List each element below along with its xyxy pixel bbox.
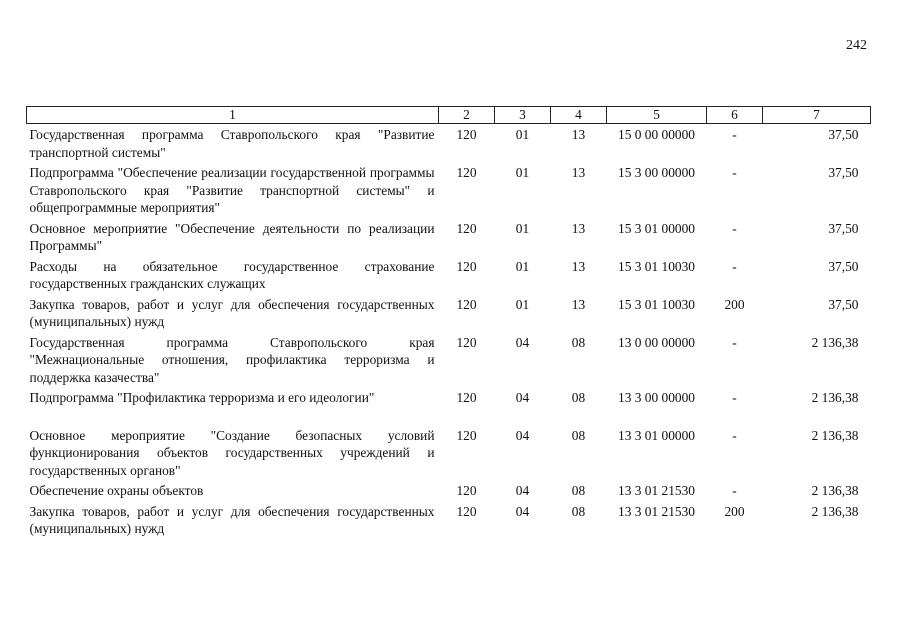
table-row (27, 389, 871, 427)
row-col-6: - (732, 483, 737, 498)
header-row (27, 107, 871, 124)
row-col-6: - (732, 220, 737, 236)
row-col-7: 2 136,38 (811, 483, 859, 498)
table-row (27, 220, 871, 258)
header-cell-5: 5 (607, 107, 707, 124)
row-col-4: 13 (571, 127, 586, 142)
row-col-7: 2 136,38 (811, 390, 859, 405)
row-col-3: 04 (515, 483, 530, 498)
row-col-3: 01 (515, 127, 530, 142)
row-name: Подпрограмма "Профилактика терроризма и его идеологии" (29, 390, 375, 405)
row-name: Государственная программа Ставропольского края "Развитие транспортной системы" (29, 127, 435, 160)
row-col-3: 01 (515, 296, 530, 312)
row-col-7: 37,50 (828, 296, 859, 312)
row-col-4: 13 (571, 220, 586, 236)
row-col-2: 120 (456, 296, 477, 312)
row-col-6: - (732, 427, 737, 443)
page-number: 242 (846, 38, 867, 53)
row-col-7: 37,50 (828, 258, 859, 274)
row-col-3: 01 (515, 165, 530, 180)
row-col-5: 13 3 01 21530 (618, 503, 695, 519)
budget-table (26, 106, 871, 541)
header-cell-6: 6 (707, 107, 763, 124)
row-name: Закупка товаров, работ и услуг для обеспечения государственных (муниципальных) нужд (29, 503, 435, 536)
row-col-4: 13 (571, 296, 586, 312)
row-col-5: 13 3 01 00000 (618, 427, 695, 443)
table-header (27, 107, 871, 124)
table-body (27, 124, 871, 541)
row-col-3: 01 (515, 258, 530, 274)
row-col-4: 08 (571, 427, 586, 443)
table-row (27, 258, 871, 296)
row-col-5: 15 3 01 00000 (618, 220, 695, 236)
row-col-2: 120 (456, 427, 477, 443)
row-name: Подпрограмма "Обеспечение реализации государственной программы Ставропольского края "Развитие транспортной системы" и общепрограммные мероприятия" (29, 165, 435, 215)
row-col-3: 04 (515, 390, 530, 405)
row-col-2: 120 (456, 220, 477, 236)
table-row (27, 482, 871, 503)
row-col-5: 15 0 00 00000 (618, 127, 695, 142)
row-col-4: 08 (571, 483, 586, 498)
row-col-4: 08 (571, 390, 586, 405)
row-col-2: 120 (456, 483, 477, 498)
table-row (27, 164, 871, 220)
row-col-5: 13 3 00 00000 (618, 390, 695, 405)
table-row (27, 124, 871, 165)
row-col-2: 120 (456, 127, 477, 142)
row-col-6: - (732, 165, 737, 180)
row-col-4: 08 (571, 334, 586, 350)
row-name: Государственная программа Ставропольского края "Межнациональные отношения, профилактика терроризма и поддержка казачества" (29, 334, 435, 385)
row-col-7: 2 136,38 (811, 427, 859, 443)
row-col-6: - (732, 390, 737, 405)
row-col-7: 37,50 (828, 165, 859, 180)
header-cell-2: 2 (439, 107, 495, 124)
table-row (27, 503, 871, 541)
row-name: Расходы на обязательное государственное страхование государственных гражданских служащих (29, 258, 435, 291)
row-name: Основное мероприятие "Создание безопасных условий функционирования объектов государственных учреждений и государственных органов" (29, 427, 435, 478)
row-col-2: 120 (456, 165, 477, 180)
row-col-6: 200 (724, 296, 745, 312)
row-col-5: 15 3 00 00000 (618, 165, 695, 180)
table-row (27, 296, 871, 334)
header-cell-4: 4 (551, 107, 607, 124)
row-col-7: 2 136,38 (811, 503, 859, 519)
header-cell-7: 7 (763, 107, 871, 124)
row-col-4: 13 (571, 258, 586, 274)
header-cell-3: 3 (495, 107, 551, 124)
row-col-6: - (732, 127, 737, 142)
row-col-7: 37,50 (828, 220, 859, 236)
row-col-3: 04 (515, 503, 530, 519)
row-col-5: 13 0 00 00000 (618, 334, 695, 350)
row-col-5: 15 3 01 10030 (618, 258, 695, 274)
row-col-4: 08 (571, 503, 586, 519)
table-row (27, 334, 871, 390)
row-col-3: 01 (515, 220, 530, 236)
row-name: Обеспечение охраны объектов (29, 483, 204, 498)
row-col-5: 13 3 01 21530 (618, 483, 695, 498)
row-col-3: 04 (515, 427, 530, 443)
row-col-7: 37,50 (828, 127, 859, 142)
row-name: Закупка товаров, работ и услуг для обеспечения государственных (муниципальных) нужд (29, 296, 435, 329)
table-row (27, 427, 871, 483)
row-name: Основное мероприятие "Обеспечение деятельности по реализации Программы" (29, 220, 435, 253)
row-col-2: 120 (456, 334, 477, 350)
row-col-3: 04 (515, 334, 530, 350)
row-col-2: 120 (456, 258, 477, 274)
row-col-6: 200 (724, 503, 745, 519)
row-col-5: 15 3 01 10030 (618, 296, 695, 312)
row-col-2: 120 (456, 503, 477, 519)
row-col-6: - (732, 334, 737, 350)
row-col-4: 13 (571, 165, 586, 180)
row-col-7: 2 136,38 (811, 334, 859, 350)
header-cell-1: 1 (27, 107, 439, 124)
row-col-2: 120 (456, 390, 477, 405)
row-col-6: - (732, 258, 737, 274)
